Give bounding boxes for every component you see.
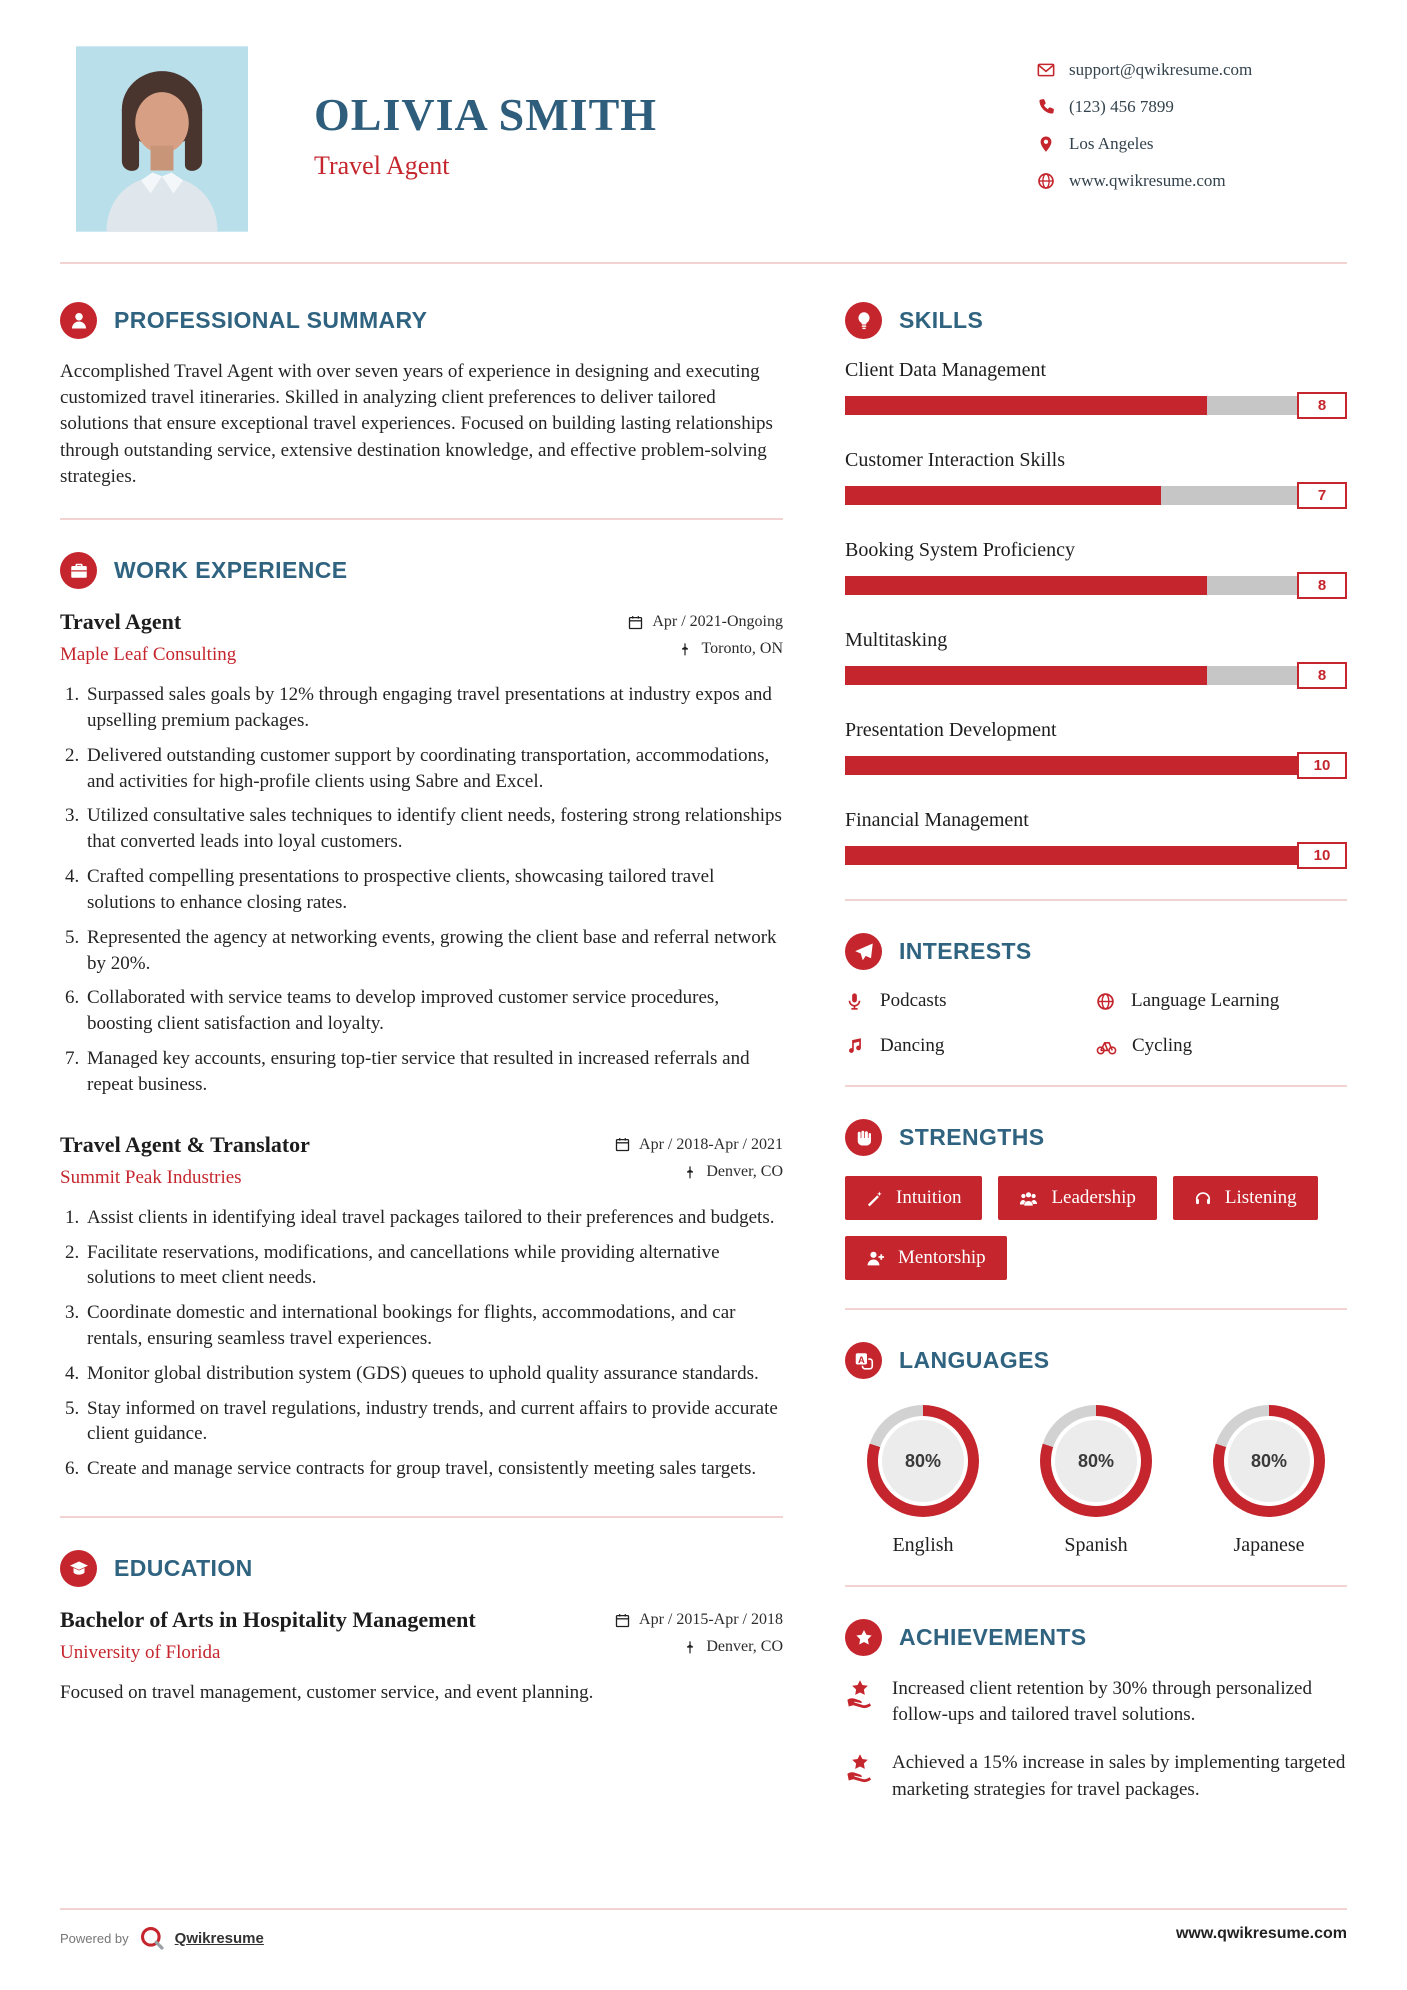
education-school: University of Florida <box>60 1642 221 1664</box>
section-title: WORK EXPERIENCE <box>114 557 348 584</box>
contact-location-row <box>1037 134 1347 154</box>
achievements-section <box>845 1619 1347 1803</box>
portrait-image <box>76 46 248 232</box>
education-header <box>60 1607 783 1664</box>
skill-score-badge: 10 <box>1297 752 1347 779</box>
briefcase-icon <box>60 552 97 589</box>
section-title: EDUCATION <box>114 1555 253 1582</box>
skill-score-badge: 8 <box>1297 392 1347 419</box>
main-content <box>60 302 1347 1908</box>
language-percent: 80% <box>1228 1420 1310 1502</box>
skills-section <box>845 302 1347 869</box>
section-title: SKILLS <box>899 307 984 333</box>
skill-name: Client Data Management <box>845 359 1047 381</box>
divider <box>60 518 783 520</box>
skill-score-badge: 7 <box>1297 482 1347 509</box>
job-bullet: 1. Assist clients in identifying ideal travel packages tailored to their preferences and budgets. <box>84 1205 783 1231</box>
interests-section <box>845 933 1347 1057</box>
job-dates-row <box>615 1136 783 1154</box>
language-percent: 80% <box>1055 1420 1137 1502</box>
strength-chip <box>1173 1176 1318 1220</box>
language-percent: 80% <box>882 1420 964 1502</box>
right-column <box>845 302 1347 1825</box>
interest-item <box>845 1035 1096 1057</box>
job-entry <box>60 609 783 1098</box>
job-bullet: 6. Create and manage service contracts for group travel, consistently meeting sales targets. <box>84 1456 783 1482</box>
education-degree: Bachelor of Arts in Hospitality Management <box>60 1607 476 1633</box>
education-description: Focused on travel management, customer service, and event planning. <box>60 1682 594 1704</box>
strength-label: Listening <box>1224 1187 1297 1208</box>
job-location: Denver, CO <box>706 1162 783 1180</box>
interest-item <box>845 990 1096 1012</box>
section-title: STRENGTHS <box>899 1124 1045 1150</box>
job-title: Travel Agent <box>60 609 182 635</box>
skill-item <box>845 449 1347 509</box>
skill-name: Financial Management <box>845 809 1029 831</box>
contact-location: Los Angeles <box>1069 134 1154 153</box>
identity-block <box>314 46 1037 181</box>
section-header <box>845 1342 1347 1379</box>
education-title-block <box>60 1607 615 1664</box>
contact-block <box>1037 46 1347 208</box>
hand-star-icon <box>845 1676 875 1709</box>
skill-name: Presentation Development <box>845 719 1057 741</box>
footer <box>60 1908 1347 1990</box>
skill-bar-fill <box>845 486 1161 505</box>
job-title: Travel Agent & Translator <box>60 1131 310 1157</box>
job-title-block <box>60 609 628 666</box>
bicycle-icon <box>1096 1036 1117 1057</box>
left-column <box>60 302 783 1704</box>
skill-bar <box>845 756 1297 775</box>
music-note-icon <box>845 1037 865 1056</box>
calendar-icon <box>615 1613 630 1628</box>
section-header <box>60 302 783 339</box>
skill-bar-row <box>845 572 1347 599</box>
job-entry <box>60 1132 783 1482</box>
skill-item <box>845 539 1347 599</box>
skill-bar-row <box>845 392 1347 419</box>
job-bullet: 7. Managed key accounts, ensuring top-tier service that resulted in increased referrals and repeat business. <box>84 1046 783 1098</box>
job-dates: Apr / 2021-Ongoing <box>652 613 783 631</box>
section-header <box>845 1119 1347 1156</box>
section-header <box>845 1619 1347 1656</box>
section-title: PROFESSIONAL SUMMARY <box>114 307 428 333</box>
person-plus-icon <box>866 1249 885 1268</box>
languages-row <box>845 1399 1347 1557</box>
skill-bar <box>845 576 1297 595</box>
person-job-title: Travel Agent <box>314 151 450 180</box>
skill-bar-row <box>845 662 1347 689</box>
skill-bar-row <box>845 842 1347 869</box>
section-header <box>845 933 1347 970</box>
skill-bar-row <box>845 752 1347 779</box>
location-pin-icon <box>1037 135 1055 153</box>
language-name: English <box>892 1534 954 1556</box>
skill-bar-fill <box>845 756 1297 775</box>
section-title: ACHIEVEMENTS <box>899 1624 1087 1650</box>
divider <box>60 1516 783 1518</box>
skill-bar <box>845 396 1297 415</box>
interest-label: Podcasts <box>880 990 947 1011</box>
interest-label: Cycling <box>1132 1035 1193 1056</box>
skill-item <box>845 359 1347 419</box>
contact-email-row <box>1037 60 1347 80</box>
job-company: Maple Leaf Consulting <box>60 644 237 666</box>
achievement-text: Achieved a 15% increase in sales by implementing targeted marketing strategies for travel packages. <box>892 1752 1346 1800</box>
person-name: OLIVIA SMITH <box>314 89 658 140</box>
headphones-icon <box>1194 1189 1212 1207</box>
globe-icon <box>1096 992 1116 1011</box>
divider <box>845 899 1347 901</box>
language-name: Japanese <box>1233 1534 1305 1556</box>
divider <box>845 1085 1347 1087</box>
interest-label: Language Learning <box>1131 990 1280 1011</box>
languages-section <box>845 1342 1347 1557</box>
achievement-item <box>845 1750 1347 1802</box>
language-donut <box>867 1405 979 1517</box>
donut-hole <box>1224 1416 1314 1506</box>
skill-bar <box>845 666 1297 685</box>
strength-chip <box>998 1176 1156 1220</box>
education-section <box>60 1550 783 1704</box>
job-bullet: 2. Facilitate reservations, modifications, and cancellations while providing alternative solutions to meet client needs. <box>84 1240 783 1292</box>
header <box>60 46 1347 232</box>
language-donut <box>1040 1405 1152 1517</box>
section-title: INTERESTS <box>899 938 1032 964</box>
phone-icon <box>1037 98 1055 116</box>
divider <box>845 1308 1347 1310</box>
interest-item <box>1096 1035 1347 1057</box>
education-meta <box>615 1607 783 1656</box>
strengths-row <box>845 1176 1347 1280</box>
skill-score-badge: 10 <box>1297 842 1347 869</box>
job-bullet: 4. Monitor global distribution system (GDS) queues to uphold quality assurance standards. <box>84 1361 783 1387</box>
language-donut <box>1213 1405 1325 1517</box>
job-meta <box>628 609 783 658</box>
interests-grid <box>845 990 1347 1057</box>
footer-branding <box>60 1925 264 1951</box>
achievement-text: Increased client retention by 30% through personalized follow-ups and tailored travel solutions. <box>892 1678 1312 1726</box>
job-header <box>60 609 783 666</box>
education-location-row <box>683 1638 783 1656</box>
magic-wand-icon <box>866 1190 883 1207</box>
qwikresume-logo <box>139 1925 165 1951</box>
contact-website[interactable]: www.qwikresume.com <box>1069 171 1226 190</box>
envelope-icon <box>1037 61 1055 79</box>
job-meta <box>615 1132 783 1181</box>
map-pin-icon <box>683 1165 697 1179</box>
lightbulb-icon <box>845 302 882 339</box>
skill-score-badge: 8 <box>1297 662 1347 689</box>
job-dates-row <box>628 613 783 631</box>
job-bullet: 3. Utilized consultative sales techniques to identify client needs, fostering strong relationships that converted leads into loyal customers. <box>84 803 783 855</box>
section-header <box>60 1550 783 1587</box>
job-bullet: 6. Collaborated with service teams to develop improved customer service procedures, boosting client satisfaction and loyalty. <box>84 985 783 1037</box>
header-divider <box>60 262 1347 264</box>
skill-bar-fill <box>845 576 1207 595</box>
education-dates-row <box>615 1611 783 1629</box>
people-icon <box>1019 1189 1038 1208</box>
interest-label: Dancing <box>880 1035 945 1056</box>
map-pin-icon <box>678 642 692 656</box>
svg-text:A: A <box>857 1354 865 1365</box>
job-location-row <box>683 1163 783 1181</box>
interest-item <box>1096 990 1347 1012</box>
job-bullet: 1. Surpassed sales goals by 12% through engaging travel presentations at industry expos and upselling premium packages. <box>84 682 783 734</box>
job-bullet-list <box>84 682 783 1098</box>
language-item <box>867 1405 979 1557</box>
skill-bar <box>845 486 1297 505</box>
star-icon <box>845 1619 882 1656</box>
contact-email[interactable]: support@qwikresume.com <box>1069 60 1253 79</box>
job-location: Toronto, ON <box>701 640 783 658</box>
language-name: Spanish <box>1064 1534 1128 1556</box>
skill-item <box>845 629 1347 689</box>
divider <box>845 1585 1347 1587</box>
globe-icon <box>1037 172 1055 190</box>
education-dates: Apr / 2015-Apr / 2018 <box>639 1611 783 1629</box>
skill-bar-fill <box>845 396 1207 415</box>
powered-by-label: Powered by <box>60 1930 129 1946</box>
hand-star-icon <box>845 1750 875 1783</box>
job-header <box>60 1132 783 1189</box>
language-item <box>1213 1405 1325 1557</box>
profile-photo <box>76 46 248 232</box>
summary-text: Accomplished Travel Agent with over seven years of experience in designing and executing customized travel itineraries. Skilled in analyzing client preferences to deliver tailored solutions that ensure exceptional travel experiences. Focused on building lasting relationships through outstanding service, extensive destination knowledge, and effective problem-solving strategies. <box>60 361 773 487</box>
calendar-icon <box>615 1137 630 1152</box>
donut-hole <box>1051 1416 1141 1506</box>
language-item <box>1040 1405 1152 1557</box>
strengths-section <box>845 1119 1347 1280</box>
job-title-block <box>60 1132 615 1189</box>
section-header <box>845 302 1347 339</box>
achievement-item <box>845 1676 1347 1728</box>
skill-name: Booking System Proficiency <box>845 539 1075 561</box>
person-icon <box>60 302 97 339</box>
skill-score-badge: 8 <box>1297 572 1347 599</box>
job-bullet: 3. Coordinate domestic and international bookings for flights, accommodations, and car rentals, ensuring seamless travel experiences. <box>84 1300 783 1352</box>
skill-bar-fill <box>845 846 1297 865</box>
paper-plane-icon <box>845 933 882 970</box>
skill-name: Multitasking <box>845 629 948 651</box>
graduation-cap-icon <box>60 1550 97 1587</box>
strength-label: Intuition <box>896 1187 962 1208</box>
job-dates: Apr / 2018-Apr / 2021 <box>639 1135 783 1153</box>
footer-website-link[interactable]: www.qwikresume.com <box>1175 1925 1347 1942</box>
skill-bar <box>845 846 1297 865</box>
job-bullet: 2. Delivered outstanding customer support by coordinating transportation, accommodations, and activities for high-profile clients using Sabre and Excel. <box>84 743 783 795</box>
calendar-icon <box>628 615 643 630</box>
skill-bar-row <box>845 482 1347 509</box>
contact-website-row <box>1037 171 1347 191</box>
work-experience-section <box>60 552 783 1482</box>
job-bullet: 5. Represented the agency at networking events, growing the client base and referral network by 20%. <box>84 925 783 977</box>
job-company: Summit Peak Industries <box>60 1166 242 1188</box>
professional-summary-section <box>60 302 783 490</box>
skill-name: Customer Interaction Skills <box>845 449 1065 471</box>
translate-icon <box>845 1342 882 1379</box>
map-pin-icon <box>683 1640 697 1654</box>
qwikresume-link[interactable]: Qwikresume <box>174 1929 264 1947</box>
job-location-row <box>678 640 783 658</box>
skill-item <box>845 719 1347 779</box>
section-title: LANGUAGES <box>899 1347 1050 1373</box>
strength-chip <box>845 1176 982 1220</box>
donut-hole <box>878 1416 968 1506</box>
strength-label: Leadership <box>1051 1187 1136 1208</box>
job-bullet-list <box>84 1205 783 1482</box>
skill-item <box>845 809 1347 869</box>
section-header <box>60 552 783 589</box>
microphone-icon <box>845 992 865 1011</box>
job-bullet: 5. Stay informed on travel regulations, industry trends, and current affairs to provide accurate client guidance. <box>84 1396 783 1448</box>
contact-phone: (123) 456 7899 <box>1069 97 1174 116</box>
contact-phone-row <box>1037 97 1347 117</box>
skill-bar-fill <box>845 666 1207 685</box>
strength-label: Mentorship <box>898 1247 986 1268</box>
strength-chip <box>845 1236 1007 1280</box>
fist-icon <box>845 1119 882 1156</box>
education-location: Denver, CO <box>706 1638 783 1656</box>
job-bullet: 4. Crafted compelling presentations to prospective clients, showcasing tailored travel solutions to enhance closing rates. <box>84 864 783 916</box>
